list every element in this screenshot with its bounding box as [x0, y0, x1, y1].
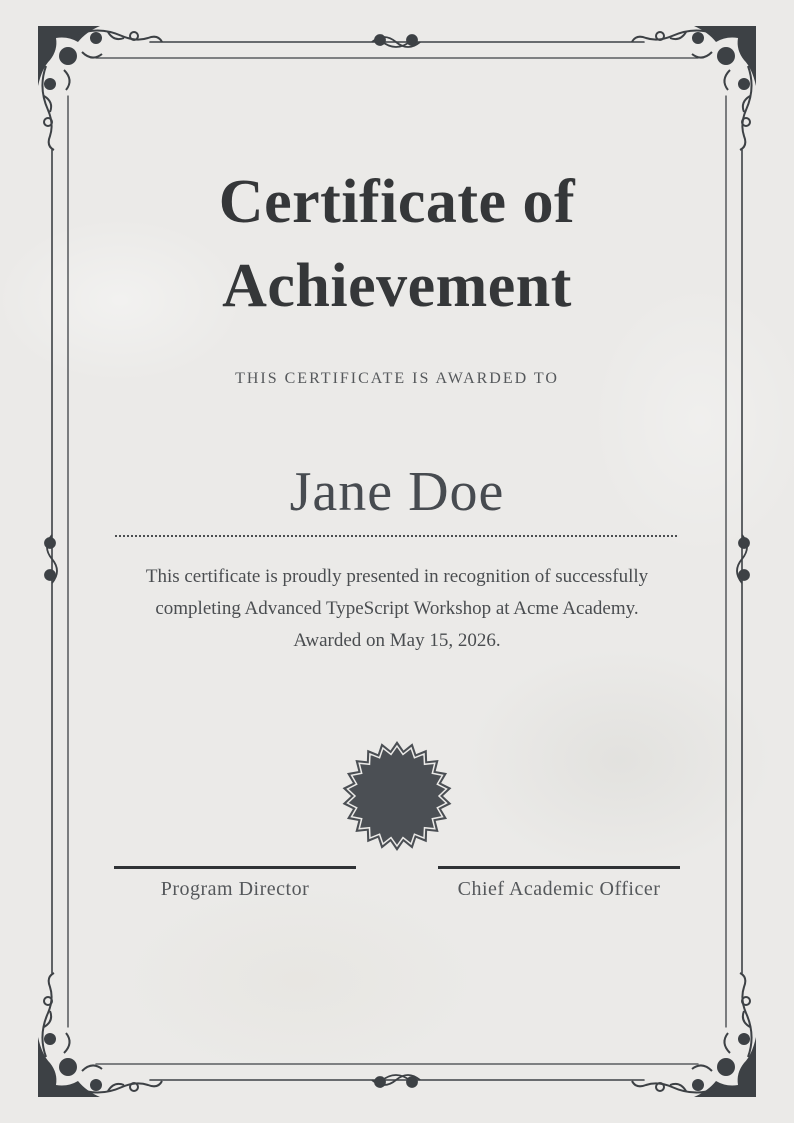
description-line: Awarded on May 15, 2026.: [293, 630, 501, 651]
certificate-description: [110, 561, 684, 657]
ornament-bottom-center: [372, 1075, 420, 1087]
signature-line: [438, 866, 680, 869]
title-line-1: Certificate of: [218, 168, 576, 236]
description-line: This certificate is proudly presented in recognition of successfully: [145, 566, 649, 587]
name-underline: [115, 535, 677, 537]
awarded-to-label: THIS CERTIFICATE IS AWARDED TO: [235, 370, 559, 387]
title-line-2: Achievement: [222, 252, 572, 320]
description-line: completing Advanced TypeScript Workshop at Acme Academy.: [155, 598, 639, 619]
signature-block-right: [438, 866, 680, 901]
recipient-name: Jane Doe: [289, 461, 505, 523]
ornament-corner-top-left: [38, 26, 162, 150]
ornament-corner-bottom-right: [632, 973, 756, 1097]
signature-line: [114, 866, 356, 869]
signature-block-left: [114, 866, 356, 901]
signature-label-program-director: Program Director: [160, 878, 310, 900]
ornament-top-center: [372, 35, 420, 47]
ornament-corner-top-right: [632, 26, 756, 150]
ornament-right-center: [737, 535, 749, 583]
certificate-title: [0, 160, 794, 328]
ornament-left-center: [45, 535, 57, 583]
seal-icon: [341, 740, 453, 852]
ornament-corner-bottom-left: [38, 973, 162, 1097]
signature-label-chief-academic-officer: Chief Academic Officer: [457, 878, 661, 900]
